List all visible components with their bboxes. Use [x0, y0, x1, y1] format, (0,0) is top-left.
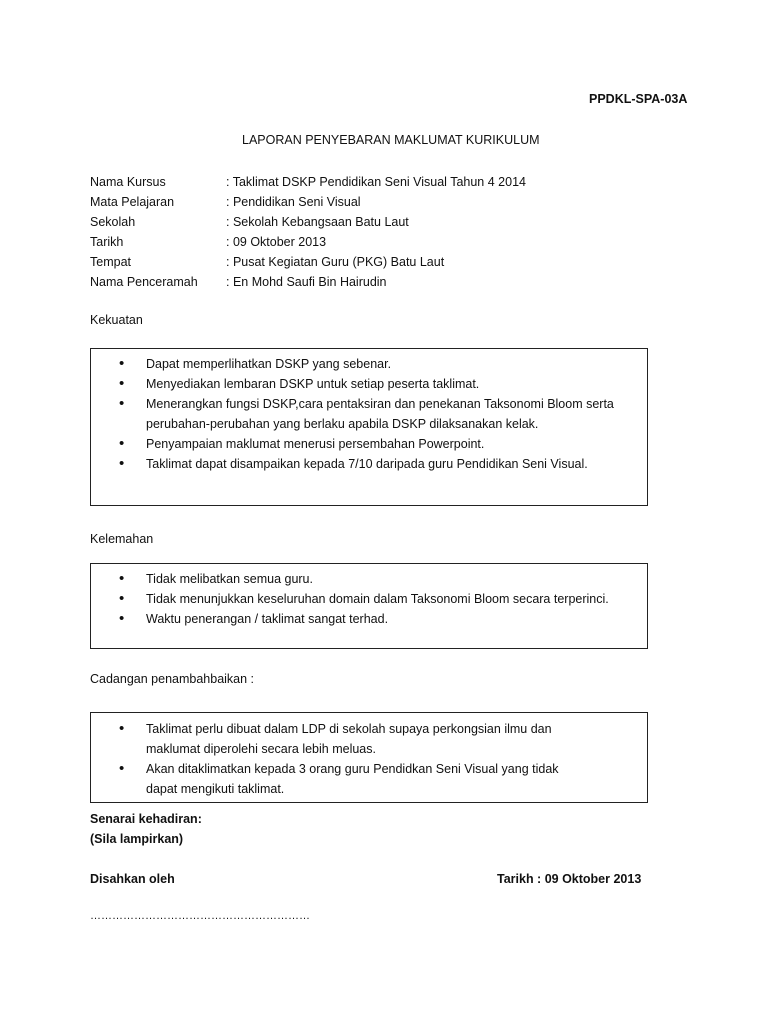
- field-value: : 09 Oktober 2013: [226, 235, 327, 249]
- field-label: Tempat: [90, 255, 131, 269]
- list-item: • Taklimat dapat disampaikan kepada 7/10 daripada guru Pendidikan Seni Visual.: [91, 454, 647, 474]
- page-title: LAPORAN PENYEBARAN MAKLUMAT KURIKULUM: [242, 133, 540, 147]
- list-item: • Akan ditaklimatkan kepada 3 orang guru Pendidkan Seni Visual yang tidak dapat mengikuti taklimat.: [91, 759, 647, 799]
- list-item: • Tidak melibatkan semua guru.: [91, 569, 647, 589]
- cadangan-list: [91, 719, 647, 799]
- signature-line: ……………………………………………………: [90, 910, 310, 922]
- field-value: : Sekolah Kebangsaan Batu Laut: [226, 215, 409, 229]
- field-value: : Pusat Kegiatan Guru (PKG) Batu Laut: [226, 255, 445, 269]
- field-label: Mata Pelajaran: [90, 195, 175, 209]
- disahkan-oleh: Disahkan oleh: [90, 872, 175, 886]
- kekuatan-box: [90, 348, 648, 506]
- list-item: • Tidak menunjukkan keseluruhan domain dalam Taksonomi Bloom secara terperinci.: [91, 589, 647, 609]
- kelemahan-box: [90, 563, 648, 649]
- list-item: • Waktu penerangan / taklimat sangat terhad.: [91, 609, 647, 629]
- senarai-kehadiran: Senarai kehadiran:: [90, 812, 202, 826]
- field-mata-pelajaran: [90, 192, 610, 212]
- kelemahan-list: [91, 569, 647, 629]
- field-label: Sekolah: [90, 215, 136, 229]
- field-nama-kursus: [90, 172, 610, 192]
- list-item: • Menyediakan lembaran DSKP untuk setiap peserta taklimat.: [91, 374, 647, 394]
- sila-lampirkan: (Sila lampirkan): [90, 832, 184, 846]
- cadangan-box: [90, 712, 648, 803]
- list-item: • Taklimat perlu dibuat dalam LDP di sekolah supaya perkongsian ilmu dan maklumat diperolehi secara lebih meluas.: [91, 719, 647, 759]
- field-tarikh: [90, 232, 610, 252]
- field-sekolah: [90, 212, 610, 232]
- kekuatan-list: [91, 354, 647, 474]
- field-value: : En Mohd Saufi Bin Hairudin: [226, 275, 387, 289]
- field-label: Tarikh: [90, 235, 124, 249]
- list-item: • Dapat memperlihatkan DSKP yang sebenar.: [91, 354, 647, 374]
- kekuatan-heading: Kekuatan: [90, 313, 143, 327]
- field-label: Nama Kursus: [90, 175, 166, 189]
- tarikh-signoff: Tarikh : 09 Oktober 2013: [497, 872, 642, 886]
- field-nama-penceramah: [90, 272, 610, 292]
- kelemahan-heading: Kelemahan: [90, 532, 154, 546]
- list-item: • Penyampaian maklumat menerusi persembahan Powerpoint.: [91, 434, 647, 454]
- list-item: • Menerangkan fungsi DSKP,cara pentaksiran dan penekanan Taksonomi Bloom serta perubahan-perubahan yang berlaku apabila DSKP dilaksanakan kelak.: [91, 394, 647, 434]
- form-code: PPDKL-SPA-03A: [589, 92, 688, 106]
- field-value: : Pendidikan Seni Visual: [226, 195, 361, 209]
- field-value: : Taklimat DSKP Pendidikan Seni Visual Tahun 4 2014: [226, 175, 526, 189]
- field-tempat: [90, 252, 610, 272]
- cadangan-heading: Cadangan penambahbaikan :: [90, 672, 255, 686]
- field-label: Nama Penceramah: [90, 275, 198, 289]
